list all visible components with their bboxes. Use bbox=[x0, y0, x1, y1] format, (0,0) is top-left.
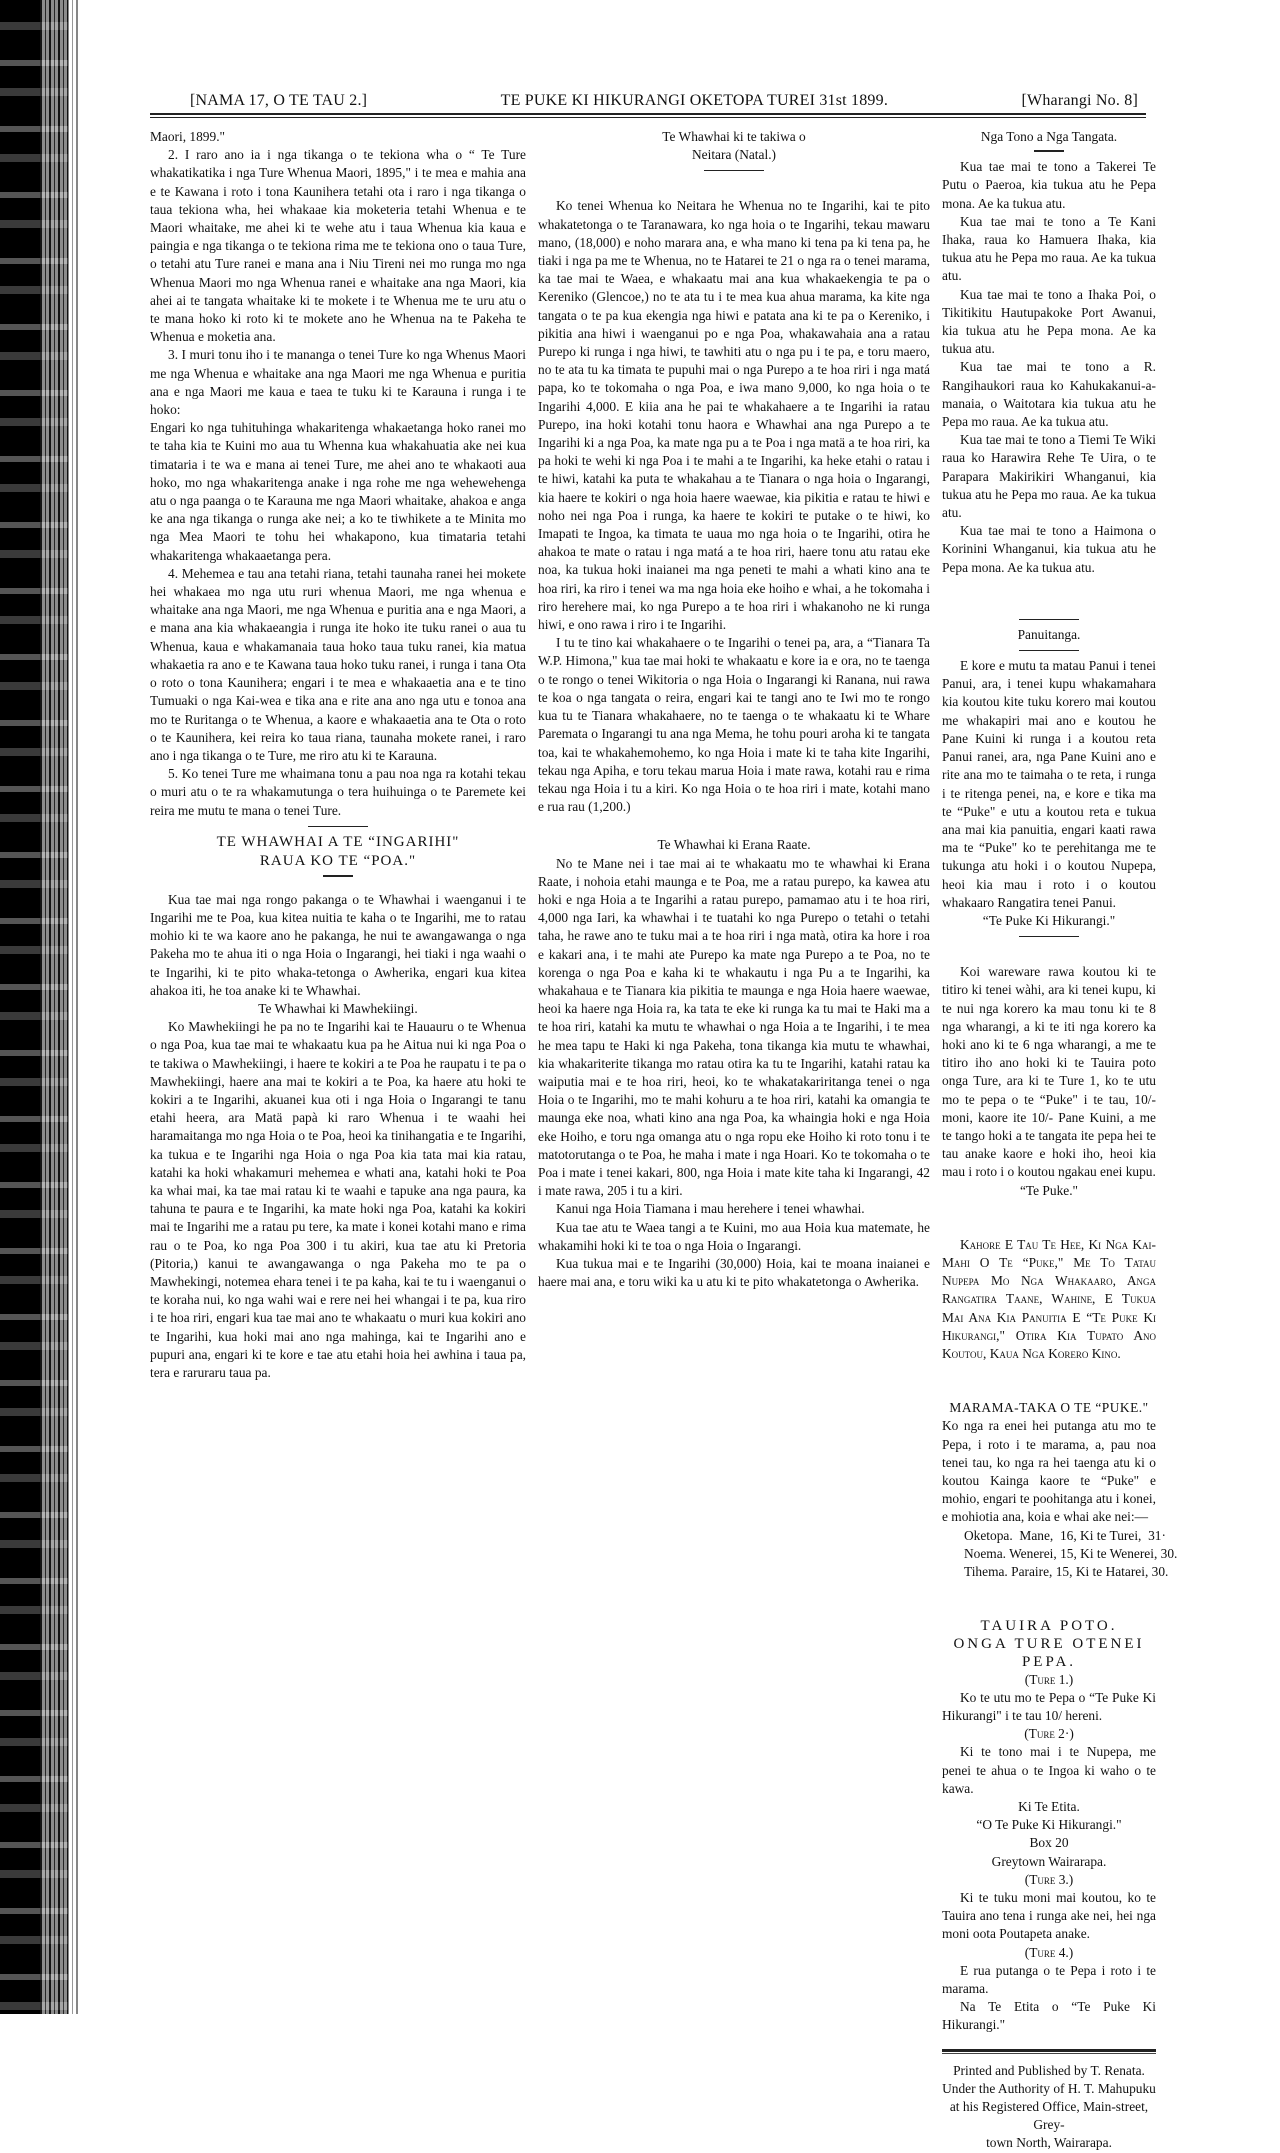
address-line: “O Te Puke Ki Hikurangi." bbox=[976, 1817, 1122, 1833]
subheading: Te Whawhai ki Erana Raate. bbox=[657, 837, 811, 853]
paragraph: Ki te tuku moni mai koutou, ko te Tauira ano tena i runga ake nei, hei nga moni oota Poutapeta anake. bbox=[942, 1890, 1156, 1942]
imprint-rule bbox=[942, 2049, 1156, 2054]
paragraph: 2. I raro ano ia i nga tikanga o te tekiona wha o “ Te Ture whakatikatika i nga Ture Whenua Maori, 1895," i te mea e mahia ana e te Kawana i roto i tona Kaunihera tetahi ota i raro i nga tikanga o taua tekiona wha, hei whakaae kia moketeria tetahi Whenua e te Maori whaitake, me ahei ki te wehe atu i taua Whenua kia kaua e paingia e nga tikanga o te tekiona rima me te tekiona ono o taua Ture, o tetahi atu Ture ranei e mana ana i Niu Tireni nei mo runga mo nga Whenua Maori mo nga Whenua ranei e whaitake ana nga Maori, kia ahei ai te tangata whaitake ki te mokete i te Whenua me te uru atu o te mana hoko ki roto ki te mokete ano he Whenua na te Pakeha te Whenua e moketia ana. bbox=[150, 147, 526, 345]
columns bbox=[150, 128, 1178, 2153]
masthead-rule bbox=[150, 113, 1146, 118]
paragraph: Ko te utu mo te Pepa o “Te Puke Ki Hikurangi" i te tau 10/ hereni. bbox=[942, 1689, 1156, 1724]
section-heading: Te Whawhai ki te takiwa o bbox=[662, 129, 806, 144]
column-2 bbox=[538, 128, 930, 2153]
page-number: [Wharangi No. 8] bbox=[1021, 92, 1138, 109]
address-line: Greytown Wairarapa. bbox=[991, 1853, 1107, 1869]
section-heading: Panuitanga. bbox=[1017, 626, 1081, 642]
rule-label: (Ture 1.) bbox=[1024, 1671, 1074, 1687]
paragraph: Engari ko nga tuhituhinga whakaritenga whakaetanga hoko ranei mo te taha kia te Kuini mo aua tu Whenna kua whakahuatia ake nei kua timataria i te wa e mana ai tenei Ture, me ahei ano te whakaoti aua hoko, mo nga whakaritenga anake i nga rohe me nga wehewehenga atu o nga paanga o te Karauna me nga Maori whaitake, ahakoa e anga ke ana nga tikanga o runga ake nei; a ko te tiwhikete a te Minita mo nga Mea Maori te tohu hei whakapono, kua timataria tetahi whakaritenga whakaaetanga pera. bbox=[150, 420, 526, 563]
notice: Kua tae mai te tono a Ihaka Poi, o Tikitikitu Hautupakoke Port Awanui, kia tukua atu he Pepa mona. Ae ka tukua atu. bbox=[942, 286, 1156, 357]
paragraph: E rua putanga o te Pepa i roto i te marama. bbox=[942, 1962, 1156, 1997]
imprint-line: town North, Wairarapa. bbox=[986, 2135, 1112, 2151]
paragraph: 3. I muri tonu iho i te mananga o tenei Ture ko nga Whenus Maori me nga Whenua e whaitake ana nga Maori me nga Whenua e puritia ana e nga Maori me kaua e taea te tuku ki te Karauna i runga i te hoko: bbox=[150, 347, 526, 418]
paragraph: Ko nga ra enei hei putanga atu mo te Pepa, i roto i te marama, a, pau noa tenei tau, ko nga ra hei taenga atu ki o koutou Kainga kaore te “Puke" e mohio, engari te poohitanga atu i konei, e mohiotia ana, koia e whai ake nei:— bbox=[942, 1418, 1156, 1525]
section-heading bbox=[150, 833, 526, 871]
paragraph: Kua tae mai nga rongo pakanga o te Whawhai i waenganui i te Ingarihi me te Poa, kua kitea nuitia te kaha o te Ingarihi, me to ratau mohio ki te wa kaore ano he pakanga, he nui te awangawanga o nga Pakeha mo te ahua iti o nga Hoia o Ingarangi, hei tiaki i nga waahi o te Ingarihi, ki te pito whaka-tetonga o Awherika, engari kua kitea ahakoa iti, he toa anake ki te Whawhai. bbox=[150, 891, 526, 998]
divider bbox=[323, 875, 353, 877]
issue-number: [NAMA 17, O TE TAU 2.] bbox=[190, 92, 368, 109]
imprint-line: Under the Authority of H. T. Mahupuku bbox=[942, 2080, 1156, 2096]
paragraph: Maori, 1899." bbox=[150, 129, 226, 144]
signature: “Te Puke." bbox=[1019, 1182, 1079, 1198]
schedule bbox=[942, 1527, 1178, 1581]
section-heading: MARAMA-TAKA O TE “PUKE." bbox=[949, 1400, 1149, 1416]
newspaper-page bbox=[150, 92, 1178, 2153]
divider bbox=[1019, 936, 1079, 937]
rule-label: (Ture 2·) bbox=[1024, 1726, 1074, 1742]
schedule-row: Tihema. Paraire, 15, Ki te Hatarei, 30. bbox=[964, 1563, 1169, 1579]
column-3 bbox=[942, 128, 1178, 2153]
address-line: Box 20 bbox=[1029, 1835, 1069, 1851]
signature: “Te Puke Ki Hikurangi." bbox=[982, 912, 1116, 928]
section-heading: TAUIRA POTO. bbox=[980, 1617, 1118, 1634]
divider bbox=[704, 170, 764, 171]
divider bbox=[1034, 150, 1064, 152]
section-heading: Neitara (Natal.) bbox=[691, 147, 776, 163]
subheading: Te Whawhai ki Mawhekiingi. bbox=[258, 1000, 418, 1016]
heading-line: TE WHAWHAI A TE “INGARIHI" bbox=[216, 833, 460, 850]
notice: Kua tae mai te tono a Haimona o Korinini Whanganui, kia tukua atu he Pepa mona. Ae ka tukua atu. bbox=[942, 523, 1156, 575]
paragraph: Koi wareware rawa koutou ki te titiro ki tenei wàhi, ara ki tenei kupu, ki te nui nga korero ka mau tonu ki te 8 nga wharangi, a ki te iti nga korero ka hoki ano ki te 6 nga wharangi, a me te titiro iho ano hoki ki te Tauira poto onga Ture, ara ki te Ture 1, ko te utu mo te pepa o te “Puke" i te tau, 10/- moni, kaore ite 10/- Pane Kuini, a me te tango hoki a te tangata ite pepa hei te tau anake kaore e hoki iho, heoi kia mau i roto i o koutou ngakau enei kupu. bbox=[942, 964, 1156, 1180]
scanned-binding-edge bbox=[0, 0, 68, 2014]
divider bbox=[308, 826, 368, 827]
divider bbox=[1019, 650, 1079, 651]
column-1 bbox=[150, 128, 526, 2153]
imprint-line: at his Registered Office, Main-street, Grey- bbox=[949, 2099, 1149, 2133]
paragraph: Ko tenei Whenua ko Neitara he Whenua no te Ingarihi, kai te pito whakatetonga o te Taranawara, ko nga hoia o te Ingarihi, tekau mawaru mano, (18,000) e noho marara ana, e wha mano ki tena pa ki tena pa, he tiaki i nga pa me te Whenua, no te Hatarei te 21 o nga ra o tenei marama, ka tae mai te Waea, e whakaatu mai ana kua whakaekengia te pa o Kereniko (Glencoe,) no te ata tu i te mea kua ahua marama, ka kite nga tangata o te pa kua ekengia nga hiwi e patata ana ki te pa o Kereniko, i pikitia ana hiwi i waenganui po e nga Poa, whakawahaia ana a ratau Purepo ki runga i nga hiwi, te tawhiti atu o nga pu i te pa, e toru maero, no te ata tu ka timata te pupuhi mai o nga Purepo a te hoa riri i nga matá papa, ko te tokomaha o nga Poa, e iwa mano 9,000, ko nga hoia o te Ingarihi 4,000. E kiia ana he pai te whakahaere a te Ingarihi ia ratau Purepo, ina hoki kotahi tonu haora e Whawhai ana nga Purepo a te Ingarihi ki a nga Poa, ka mate nga pu a te Poa i nga matä a te hoa riri, ka pa hoki te wehi ki nga Poa i te mahi a te Ingarihi, ka heke etahi o ratau i te hiwi, katahi ka puta te whakahau a te Tianara o nga hoia o Ingarangi, kia haere te kokiri o nga hoia haere waewae, kia pikitia e ratau te hiwi e noho nei nga Poa i runga, ka haere te kokiri te putake o te hiwi, ko Imapati te Ingoa, ka timata te uaua mo nga hoia o te Ingarihi, otira he ahakoa te mate o ratau i nga matá a te hoa riri, haere tonu atu ratau eke noa, ka tukua hoki inaianei ma nga peneti te mahi a whati kino ana te hoa riri, ka riro i tenei wa ma nga hoia eke hoiho e whai, a he tokomaha i riro herehere mai, ko nga Purepo a te hoa riri i whakanoho ne ki runga hiwi, e ono rawa i riro i te Ingarihi. bbox=[538, 198, 930, 633]
signature: Na Te Etita o “Te Puke Ki Hikurangi." bbox=[942, 1999, 1156, 2033]
paragraph: Ki te tono mai i te Nupepa, me penei te ahua o te Ingoa ki waho o te kawa. bbox=[942, 1744, 1156, 1796]
paper-title-date: TE PUKE KI HIKURANGI OKETOPA TUREI 31st 1899. bbox=[500, 92, 889, 109]
notice: Kua tae mai te tono a Takerei Te Putu o Paeroa, kia tukua atu he Pepa mona. Ae ka tukua atu. bbox=[942, 159, 1156, 211]
divider bbox=[1019, 619, 1079, 620]
notice: Kua tae mai te tono a Te Kani Ihaka, raua ko Hamuera Ihaka, kia tukua atu he Pepa mo raua. Ae ka tukua atu. bbox=[942, 213, 1156, 284]
paragraph: 5. Ko tenei Ture me whaimana tonu a pau noa nga ra kotahi tekau o muri atu o te ra whakamutunga o tera huihuinga o te Paremete kei reira me mutu te mana o tenei Ture. bbox=[150, 766, 526, 818]
paragraph: E kore e mutu ta matau Panui i tenei Panui, ara, i tenei kupu whakamahara kia koutou kite tuku korero mai koutou me whakapiri mai ano e koutou he Pane Kuini ki runga i a koutou reta Panui ranei, ara, nga Pane Kuini ano e rite ana mo te taimaha o te reta, i runga i te ritenga penei, na, e kore e tika ma te “Puke" e utu a koutou reta e tukua ana mai kia panuitia, engari kaati rawa ma te “Puke" ko te perehitanga me te tukunga atu hoki i o koutou Nupepa, heoi kia mau i roto i o koutou whakaaro Rangatira tenei Panui. bbox=[942, 658, 1156, 910]
address-line: Ki Te Etita. bbox=[1018, 1799, 1080, 1815]
paragraph: Kua tukua mai e te Ingarihi (30,000) Hoia, kai te moana inaianei e haere mai ana, e toru wiki ka u atu ki te pito whakatetonga o Awherika. bbox=[538, 1255, 930, 1290]
schedule-row: Noema. Wenerei, 15, Ki te Wenerei, 30. bbox=[964, 1545, 1178, 1561]
paragraph: Kua tae atu te Waea tangi a te Kuini, mo aua Hoia kua matemate, he whakamihi hoki ki te toa o nga Hoia o Ingarangi. bbox=[538, 1219, 930, 1253]
paragraph: Kahore E Tau Te Hee, Ki Nga Kai-Mahi O Te “Puke," Me To Tatau Nupepa Mo Nga Whakaaro, Anga Rangatira Taane, Wahine, E Tukua Mai Ana Kia Panuitia E “Te Puke Ki Hikurangi," Otira Kia Tupato Ano Koutou, Kaua Nga Korero Kino. bbox=[942, 1236, 1156, 1361]
notice: Kua tae mai te tono a R. Rangihaukori raua ko Kahukakanui-a-manaia, o Waitotara kia tukua atu he Pepa mo raua. Ae ka tukua atu. bbox=[942, 359, 1156, 430]
paragraph: Kanui nga Hoia Tiamana i mau herehere i tenei whawhai. bbox=[556, 1201, 865, 1217]
section-heading: ONGA TURE OTENEI PEPA. bbox=[953, 1635, 1145, 1670]
section-heading: Nga Tono a Nga Tangata. bbox=[980, 129, 1118, 144]
paragraph: I tu te tino kai whakahaere o te Ingarihi o tenei pa, ara, a “Tianara Ta W.P. Himona," kua tae mai hoki te whakaatu e kore ia e ora, no te taenga o te rongo o tenei Wikitoria o nga Hoia o Ingarangi ki Ranana, nui rawa te koa o nga tangata o reira, engari kai te tangi ano te Iwi mo te rongo kua tu te Tianara whakahaere, no te taenga o te whakaatu ki te Whare Paremata o Ingarangi tu ana nga Mema, he tohu pouri aroha ki te tangata toa, kai te whakahemohemo, ko nga Hoia i mate ki te taha kite Ingarihi, tekau nga Apiha, e toru tekau marua Hoia i mate rawa, kotahi rau e rima tekau nga Hoia i tu a kiri. Ko nga Hoia o te hoa riri i mate, kotahi mano e rua rau (1,200.) bbox=[538, 635, 930, 815]
paragraph: No te Mane nei i tae mai ai te whakaatu mo te whawhai ki Erana Raate, i nohoia etahi maunga e te Poa, me a ratau purepo, ka kawea atu hoki e nga Hoia a te Ingarihi a ratau purepo, pamamao atu i te hoa riri, 4,000 nga Iari, ka whawhai i te tuatahi ko nga Purepo o tetahi o tetahi taha, he rawe ano te tuku mai a te hoa riri i nga matà, otira ka hore i roa e kakari ana, i te mahi ate Purepo ka mate nga Purepo a te Poa, no te korenga o nga Poa e kaha ki te whakautu i nga Pu a te Ingarihi, ka whakahaua e te Tianara kia pikitia te maunga e nga Hoia haere waewae, heoi ka haere nga Hoia ra, ka tata te eke ki runga ka tu mai te Haki ma a te hoa riri, katahi ka mutu te whawhai o nga Hoia a te Ingarihi, i te mea he mea tapu te Haki ki nga Pakeha, tona tikanga kia mutu te whawhai, kia whakariterite tikanga mo ratau otira ka tu te Ingarihi, katahi ratau ka waiputia mai e te hoa riri, heoi, ko te whakatakariritanga tenei o nga Hoia o te Ingarihi, mo te mahi kohuru a te hoa riri, katahi ka omangia te maunga eke noa, whati kino ana nga Poa, ka whaingia hoki e nga Hoia eke Hoiho, e toru nga omanga atu o nga ropu eke Hoiho ki roto tonu i te matotorutanga o te Poa, he maha i mate i nga Hoari. Ko te tokomaha o te Poa i mate i tenei kakari, 800, nga Hoia i mate kite taha ki Ingarangi, 42 i mate rawa, 205 i tu a kiri. bbox=[538, 855, 930, 1199]
paragraph: 4. Mehemea e tau ana tetahi riana, tetahi taunaha ranei hei mokete hei whakaea mo nga utu ruri whenua Maori, me nga whenua e whaitake ana nga Maori, me nga Whenua e puritia ana e nga Maori, a e mana ana kia whakaeangia i runga ite hoko ite tuku ranei o aua tu Whenua, kaua e whakamanaia taua hoko taua tuku ranei, kia matua whakaetia ra ano e te Kawana taua hoko tuku ranei, i runga i tana Ota o roto o tona Kaunihera; engari i te mea e whakaaetia ana e te tino Tumuaki o nga Kai-wea e tika ana e rite ana ano nga utu e tonoa ana mo te Ruritanga o te Whenua, a kaore e whakaaetia ana te Ota o roto o te Kaunihera, kei reira ko taua riana, taunaha mokete ranei, i raro ano i nga tikanga o te Ture, me riro atu ki te Karauna. bbox=[150, 565, 526, 763]
paragraph: Ko Mawhekiingi he pa no te Ingarihi kai te Hauauru o te Whenua o nga Poa, kua tae mai te whakaatu kua pa he Aitua nui ki nga Poa o te takiwa o Mawhekiingi, i haere te kokiri a te Poa he raupatu i te pa o Mawhekiingi, haere ana mai te kokiri a te Poa, ka haere atu hoki te kokiri a te Ingarihi, akuanei kua oti i nga Hoia o Ingarangi te tanu etahi heera, ara Matä papà ki raro Whenua i te waahi hei haramaitanga mo nga Hoia o te Poa, heoi ka tinihangatia e te Ingarihi, ka tukua e te Ingarihi nga Hoia o nga Poa kia tata mai kia ratau, katahi ka hoki whakamuri mehemea e whati ana, katahi hoki te Poa ka whai mai, ka tae mai ratau ki te waahi e tapuke ana nga paura, ka tahuna te paura e te Ingarihi, ka mate hoki nga Poa, katahi ka kokiri mai te Ingarihi me a ratau pu tere, ka mate i konei kotahi mano e rima rau o te Poa, ko nga Poa 300 i tu akiri, kua tae atu ki Pretoria (Pitoria,) kanui te awangawanga o nga Pakeha mo te pa o Mawhekingi, notemea ehara tenei i te pa kaha, kai te tu i waenganui o te koraha nui, ko nga wahi wai e rere nei hei whangai i te pa, kua riro i te hoa riri, engari kua tae mai ano te whakaatu o muri kua kokiri ano te Ingarihi, kua hoki mai ano nga mahinga, kai te Ingarihi ano e pupuri ana, engari ki te kore e tae atu etahi hoia hei awhina i taua pa, tera e raruraru taua pa. bbox=[150, 1019, 526, 1380]
imprint bbox=[942, 2062, 1156, 2153]
heading-line: RAUA KO TE “POA." bbox=[259, 852, 417, 869]
rule-label: (Ture 4.) bbox=[1024, 1944, 1074, 1960]
notice: Kua tae mai te tono a Tiemi Te Wiki raua ko Harawira Rehe Te Uira, o te Parapara Makirikiri Whanganui, kia tukua atu he Pepa mo raua. Ae ka tukua atu. bbox=[942, 432, 1156, 521]
rule-label: (Ture 3.) bbox=[1024, 1871, 1074, 1887]
masthead bbox=[150, 92, 1146, 113]
imprint-line: Printed and Published by T. Renata. bbox=[953, 2062, 1145, 2078]
schedule-row: Oketopa. Mane, 16, Ki te Turei, 31· bbox=[964, 1527, 1166, 1543]
